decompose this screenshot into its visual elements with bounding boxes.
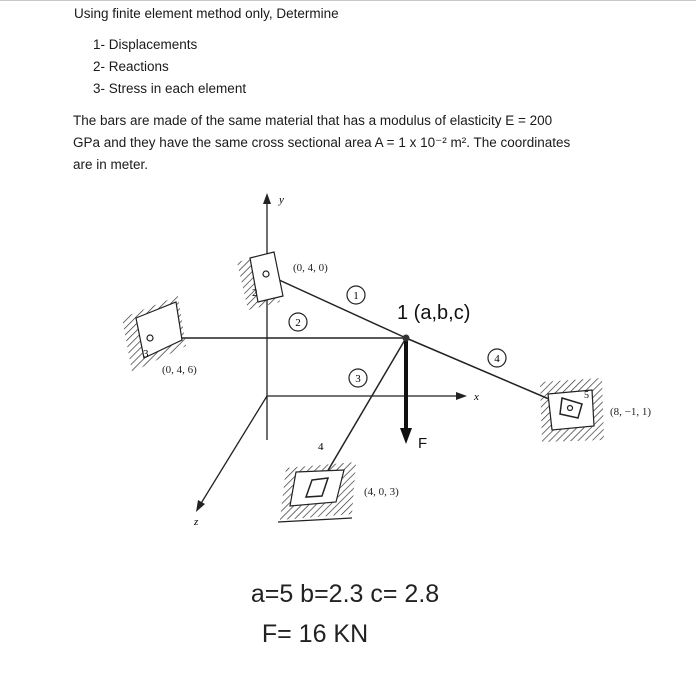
force-label: F [418,435,428,452]
support-node-2 [237,252,283,310]
x-axis-arrow [456,392,467,400]
task-item: 2- Reactions [93,59,169,74]
bar-element-3 [320,338,406,484]
element-1-label: 1 [353,290,359,302]
task-item: 1- Displacements [93,37,198,52]
coord-node-4: (4, 0, 3) [364,486,399,498]
node-number-3: 3 [143,348,149,360]
x-axis-label: x [474,391,479,403]
element-2-label: 2 [295,317,301,329]
support-node-3 [122,296,186,372]
problem-heading: Using finite element method only, Determine [74,6,339,21]
y-axis-arrow [263,193,271,204]
given-force: F= 16 KN [261,620,369,648]
description-line: The bars are made of the same material that has a modulus of elasticity E = 200 [73,113,553,128]
support-node-5 [540,378,604,442]
given-parameters: a=5 b=2.3 c= 2.8 [250,580,440,608]
z-axis [200,396,267,505]
support-node-4 [278,462,356,522]
coord-node-5: (8, −1, 1) [610,406,652,418]
bar-element-1 [266,274,406,338]
force-arrow [400,340,412,444]
task-item: 3- Stress in each element [93,81,247,96]
z-axis-label: z [194,516,199,528]
node-1-point [403,335,410,342]
coord-node-3: (0, 4, 6) [162,364,197,376]
element-4-label: 4 [494,353,500,365]
element-3-label: 3 [355,373,361,385]
z-axis-arrow [196,500,205,512]
node-number-4: 4 [318,441,324,453]
description-line: GPa and they have the same cross sectional area A = 1 x 10⁻² m². The coordinates [73,135,571,150]
y-axis-label: y [279,194,284,206]
node-1-label: 1 (a,b,c) [397,302,471,324]
coord-node-2: (0, 4, 0) [293,262,328,274]
description-line: are in meter. [73,157,149,172]
node-number-2: 2 [252,287,258,299]
node-number-5: 5 [584,390,589,401]
